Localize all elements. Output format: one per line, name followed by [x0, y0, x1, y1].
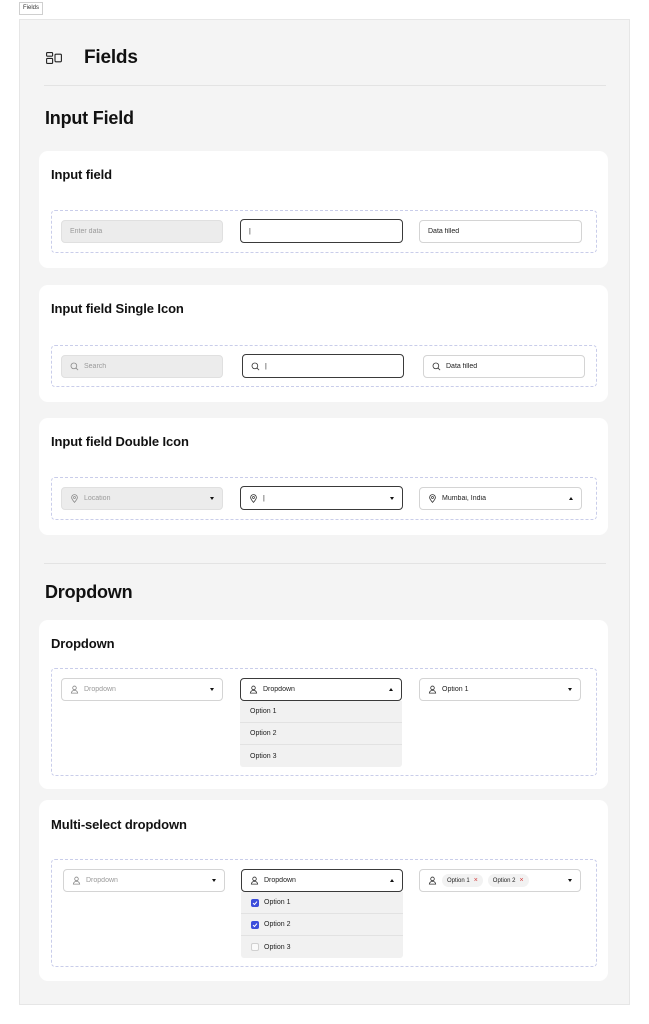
dropdown-selected-value: Option 1 [442, 686, 469, 693]
card-title: Input field [51, 167, 112, 182]
checkbox-unchecked[interactable] [251, 943, 259, 951]
layout-icon [46, 52, 62, 64]
dropdown-open[interactable] [240, 678, 402, 701]
multiselect-default[interactable] [63, 869, 225, 892]
variant-group [51, 668, 597, 776]
card-multiselect [39, 800, 608, 981]
multiselect-menu [241, 892, 403, 958]
chip-label: Option 2 [492, 877, 516, 884]
option-label: Option 3 [264, 943, 291, 951]
multiselect-option[interactable] [241, 892, 403, 914]
search-value: Data filled [446, 363, 478, 370]
search-input-filled[interactable] [423, 355, 585, 378]
chevron-down-icon [210, 688, 214, 691]
variant-group [51, 477, 597, 520]
header-divider [44, 85, 606, 86]
search-input-default[interactable] [61, 355, 223, 378]
search-cursor: | [265, 362, 267, 370]
search-icon [432, 362, 441, 371]
input-default[interactable] [61, 220, 223, 243]
checkbox-checked[interactable] [251, 899, 259, 907]
chevron-up-icon [389, 688, 393, 691]
input-active[interactable] [240, 219, 403, 243]
location-input-default[interactable] [61, 487, 223, 510]
card-title: Input field Single Icon [51, 301, 184, 316]
card-input-single-icon [39, 285, 608, 402]
location-cursor: | [263, 494, 265, 502]
dropdown-option[interactable]: Option 3 [250, 752, 277, 760]
section-divider [44, 563, 606, 564]
dropdown-menu [240, 701, 402, 767]
page-header [46, 48, 138, 68]
multiselect-placeholder: Dropdown [86, 877, 118, 884]
location-pin-icon [428, 494, 437, 503]
card-title: Input field Double Icon [51, 434, 189, 449]
page-tab-label[interactable]: Fields [19, 2, 43, 15]
card-title: Dropdown [51, 636, 115, 651]
remove-chip-icon[interactable]: × [473, 877, 478, 884]
dropdown-active-label: Dropdown [263, 686, 295, 693]
location-pin-icon [70, 494, 79, 503]
fields-frame [19, 19, 630, 1005]
selected-chip [488, 874, 529, 887]
chevron-down-icon [568, 879, 572, 882]
location-input-filled[interactable] [419, 487, 582, 510]
option-label: Option 1 [264, 899, 291, 906]
multiselect-selected[interactable] [419, 869, 581, 892]
search-placeholder: Search [84, 363, 107, 370]
user-icon [249, 685, 258, 694]
page-title: Fields [84, 47, 138, 68]
chip-label: Option 1 [447, 877, 470, 884]
chip-group [442, 874, 564, 887]
chevron-down-icon [568, 688, 572, 691]
card-title: Multi-select dropdown [51, 817, 187, 832]
search-input-active[interactable] [242, 354, 404, 378]
multiselect-open[interactable] [241, 869, 403, 892]
dropdown-option[interactable]: Option 2 [240, 723, 402, 745]
input-cursor: | [249, 227, 251, 235]
card-input-field [39, 151, 608, 268]
multiselect-option[interactable] [241, 914, 403, 936]
chevron-up-icon [569, 497, 573, 500]
chevron-down-icon [212, 879, 216, 882]
dropdown-selected[interactable] [419, 678, 581, 701]
input-placeholder: Enter data [70, 228, 103, 235]
chevron-down-icon [210, 497, 214, 500]
checkbox-checked[interactable] [251, 921, 259, 929]
user-icon [72, 876, 81, 885]
chevron-down-icon [390, 497, 394, 500]
location-pin-icon [249, 494, 258, 503]
multiselect-active-label: Dropdown [264, 877, 296, 884]
location-placeholder: Location [84, 495, 111, 502]
search-icon [251, 362, 260, 371]
variant-group [51, 859, 597, 967]
dropdown-placeholder: Dropdown [84, 686, 116, 693]
section-title-input: Input Field [45, 108, 134, 128]
card-input-double-icon [39, 418, 608, 535]
variant-group [51, 210, 597, 253]
card-dropdown [39, 620, 608, 789]
remove-chip-icon[interactable]: × [519, 877, 524, 884]
section-title-dropdown: Dropdown [45, 582, 133, 602]
user-icon [250, 876, 259, 885]
selected-chip [442, 874, 483, 887]
search-icon [70, 362, 79, 371]
multiselect-option[interactable] [241, 936, 403, 958]
chevron-up-icon [390, 879, 394, 882]
location-input-active[interactable] [240, 486, 403, 510]
input-value: Data filled [428, 228, 460, 235]
user-icon [428, 876, 437, 885]
dropdown-default[interactable] [61, 678, 223, 701]
option-label: Option 2 [264, 921, 291, 928]
user-icon [70, 685, 79, 694]
input-filled[interactable] [419, 220, 582, 243]
dropdown-option[interactable]: Option 1 [240, 701, 402, 723]
user-icon [428, 685, 437, 694]
location-value: Mumbai, India [442, 495, 486, 502]
variant-group [51, 345, 597, 387]
